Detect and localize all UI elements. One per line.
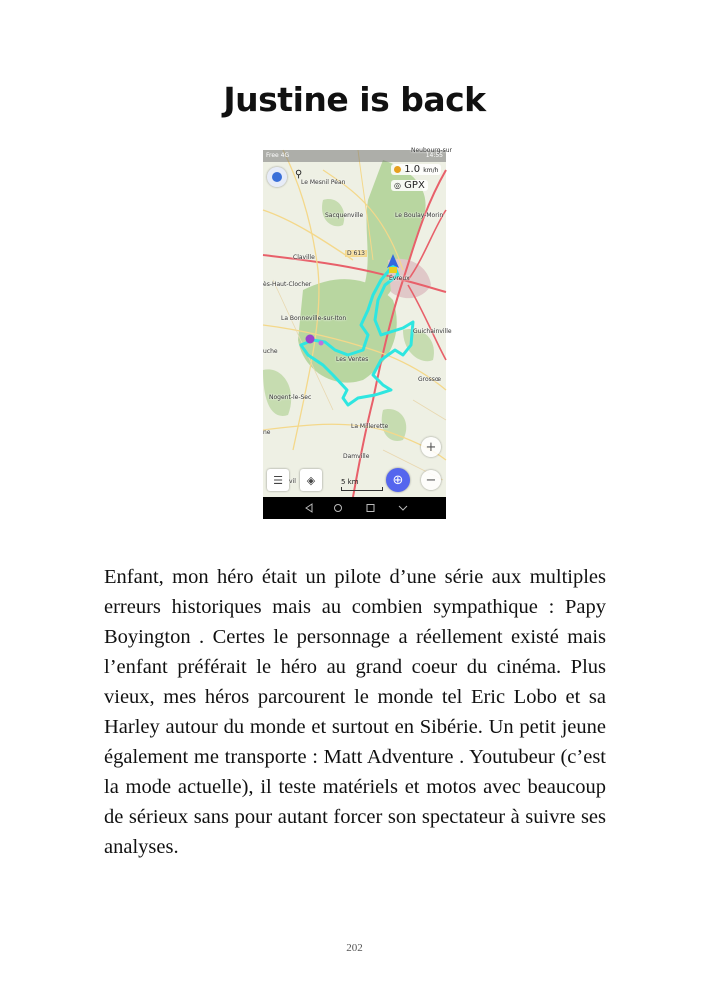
- menu-button[interactable]: [267, 469, 289, 491]
- gpx-widget[interactable]: [391, 180, 428, 191]
- map-label: Évreux: [389, 275, 410, 282]
- layers-button[interactable]: [267, 167, 287, 187]
- directions-icon: ◈: [306, 473, 316, 487]
- chevron-down-icon: [399, 506, 407, 510]
- my-location-button[interactable]: [386, 468, 410, 492]
- scale-bar: [341, 478, 383, 491]
- minus-icon: −: [425, 472, 437, 488]
- map-label: Grossœ: [418, 376, 442, 383]
- status-carrier: Free 4G: [266, 152, 290, 159]
- body-paragraph: Enfant, mon héro était un pilote d’une série aux multiples erreurs historiques mais au combien sympathique : Papy Boyington . Certes le personnage a réellement existé mais l’enfant préférait le héro au grand coeur du cinéma. Plus vieux, mes héros parcourent le monde tel Eric Lobo et sa Harley autour du monde et surtout en Sibérie. Un petit jeune également me transporte : Matt Adventure . Youtubeur (c’est la mode actuelle), il teste matériels et motos avec beaucoup de sérieux sans pour autant forcer son spectateur à suivre ses analyses.: [104, 566, 606, 858]
- map-label: uche: [263, 348, 278, 355]
- navigation-button[interactable]: [300, 469, 322, 491]
- globe-icon: [272, 172, 282, 182]
- android-nav-bar: [263, 497, 446, 519]
- map-label: vil: [289, 478, 296, 485]
- gpx-label: GPX: [404, 180, 425, 191]
- map-view[interactable]: [263, 150, 446, 497]
- map-label: Les Ventes: [336, 356, 369, 363]
- home-icon: [335, 505, 342, 512]
- map-label: ne: [263, 429, 271, 436]
- map-label: Sacquenville: [325, 212, 364, 219]
- map-label: Le Mesnil Péan: [301, 179, 346, 186]
- search-icon[interactable]: ⚲: [295, 169, 303, 180]
- map-label: Le Boulay-Morin: [395, 212, 444, 219]
- page-number: 202: [346, 942, 363, 954]
- speed-widget: [391, 164, 441, 175]
- recents-icon: [367, 505, 374, 512]
- map-app-screenshot: [263, 147, 452, 519]
- back-icon: [306, 504, 312, 512]
- page-title: Justine is back: [223, 80, 486, 119]
- speed-unit: km/h: [423, 167, 439, 174]
- map-label: ès-Haut-Clocher: [263, 281, 312, 288]
- map-label: Claville: [293, 254, 315, 261]
- status-time: 14:55: [425, 152, 443, 159]
- target-icon: ◎: [394, 181, 401, 190]
- speed-value: 1.0: [404, 164, 421, 175]
- map-label: Nogent-le-Sec: [269, 394, 312, 401]
- zoom-in-button[interactable]: [421, 437, 441, 457]
- map-label: Damville: [343, 453, 370, 460]
- hamburger-icon: ☰: [273, 473, 283, 487]
- crosshair-icon: ⊕: [392, 472, 404, 488]
- map-label: Guichainville: [413, 328, 452, 335]
- map-label: La Millerette: [351, 423, 389, 430]
- road-label: D 613: [347, 250, 365, 257]
- map-label: La Bonneville-sur-Iton: [281, 315, 347, 322]
- plus-icon: +: [425, 439, 437, 455]
- zoom-out-button[interactable]: [421, 470, 441, 490]
- scale-label: 5 km: [341, 478, 359, 486]
- map-label: Neubourg-sur: [411, 147, 452, 154]
- speedometer-icon: [394, 166, 401, 173]
